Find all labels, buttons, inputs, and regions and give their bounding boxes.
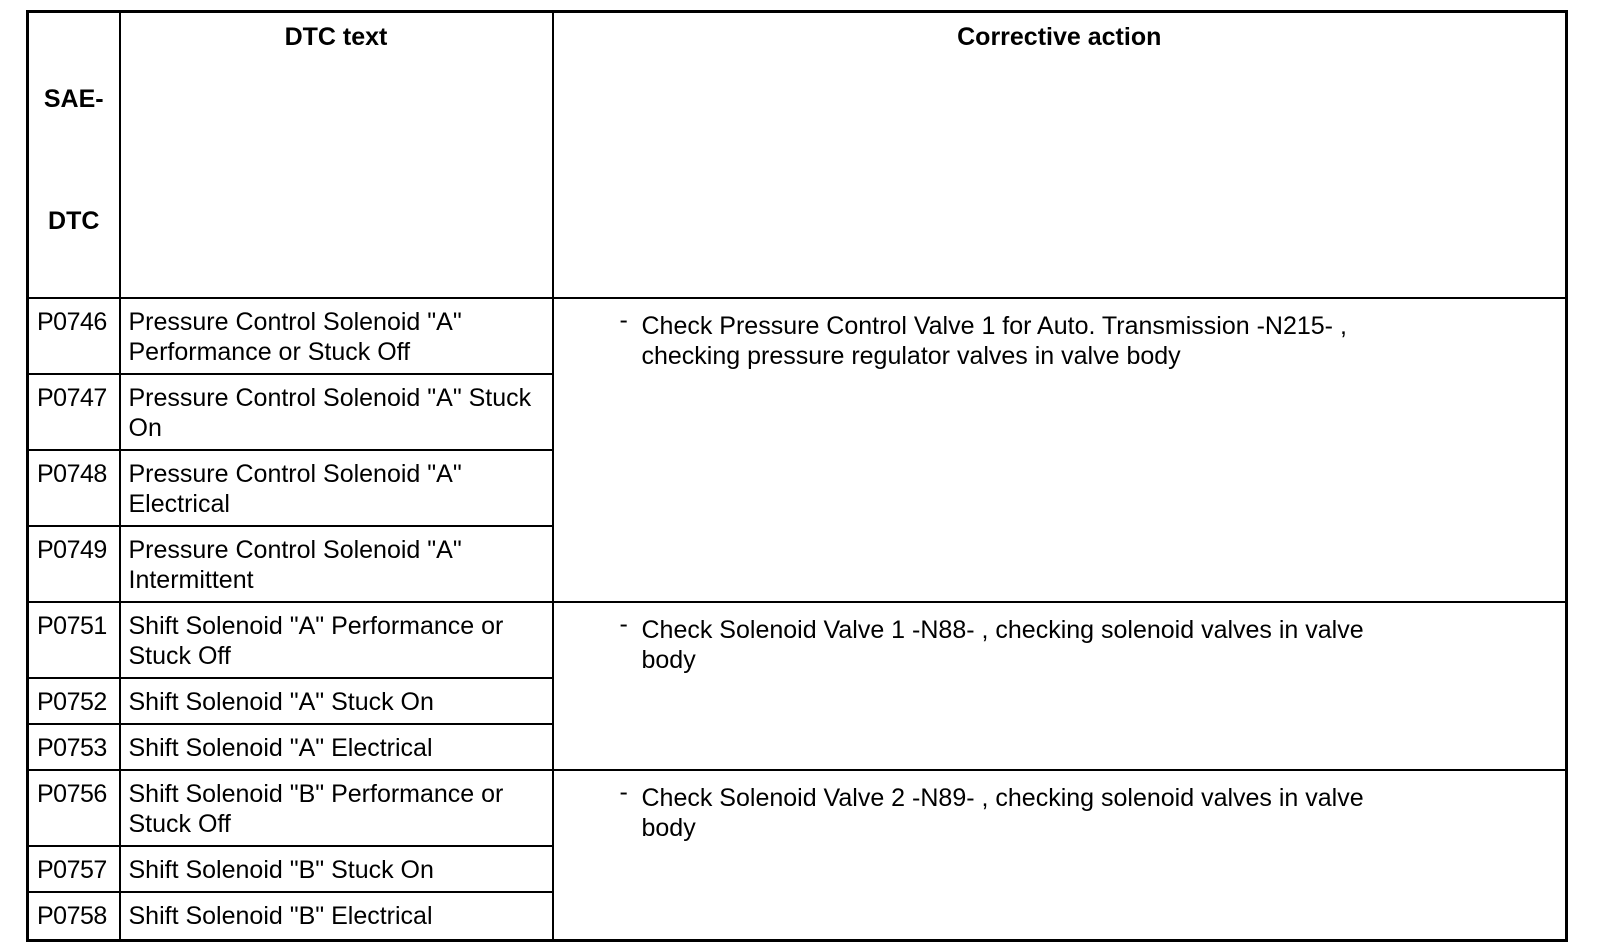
- table-row: [28, 298, 1567, 374]
- dtc-description: Pressure Control Solenoid "A" Electrical: [120, 450, 553, 526]
- dtc-code: P0753: [28, 724, 120, 770]
- header-sae-dtc: [28, 12, 120, 299]
- corrective-action-item: [619, 306, 1412, 371]
- dtc-code: P0756: [28, 770, 120, 846]
- header-sae-dtc-line1: SAE-: [43, 85, 104, 113]
- dtc-description: Shift Solenoid "A" Stuck On: [120, 678, 553, 724]
- corrective-action-text: Check Solenoid Valve 2 -N89- , checking solenoid valves in valve body: [641, 784, 1364, 842]
- corrective-action-cell: [553, 298, 1567, 602]
- header-row: [28, 12, 1567, 299]
- corrective-action-item: [619, 610, 1412, 675]
- corrective-action-cell: [553, 602, 1567, 770]
- dtc-code: P0748: [28, 450, 120, 526]
- dtc-code: P0758: [28, 892, 120, 940]
- header-corrective-action: Corrective action: [553, 12, 1567, 299]
- dtc-description: Shift Solenoid "A" Performance or Stuck Off: [120, 602, 553, 678]
- dtc-description: Pressure Control Solenoid "A" Intermittent: [120, 526, 553, 602]
- dtc-description: Pressure Control Solenoid "A" Stuck On: [120, 374, 553, 450]
- dtc-description: Shift Solenoid "B" Electrical: [120, 892, 553, 940]
- dtc-code: P0751: [28, 602, 120, 678]
- dtc-code: P0746: [28, 298, 120, 374]
- dtc-code: P0752: [28, 678, 120, 724]
- dtc-description: Pressure Control Solenoid "A" Performance or Stuck Off: [120, 298, 553, 374]
- corrective-action-item: [619, 778, 1412, 843]
- dtc-code: P0747: [28, 374, 120, 450]
- dtc-description: Shift Solenoid "B" Stuck On: [120, 846, 553, 892]
- dtc-code: P0757: [28, 846, 120, 892]
- header-dtc-text: DTC text: [120, 12, 553, 299]
- dash-bullet: -: [619, 610, 628, 638]
- table-row: [28, 770, 1567, 846]
- dtc-code: P0749: [28, 526, 120, 602]
- dtc-description: Shift Solenoid "B" Performance or Stuck Off: [120, 770, 553, 846]
- dtc-description: Shift Solenoid "A" Electrical: [120, 724, 553, 770]
- header-sae-dtc-line2: DTC: [48, 207, 100, 235]
- corrective-action-text: Check Solenoid Valve 1 -N88- , checking solenoid valves in valve body: [641, 616, 1364, 674]
- table-row: [28, 602, 1567, 678]
- dash-bullet: -: [619, 778, 628, 806]
- corrective-action-text: Check Pressure Control Valve 1 for Auto. Transmission -N215- , checking pressure regulator valves in valve body: [641, 312, 1347, 370]
- corrective-action-cell: [553, 770, 1567, 940]
- dash-bullet: -: [619, 306, 628, 334]
